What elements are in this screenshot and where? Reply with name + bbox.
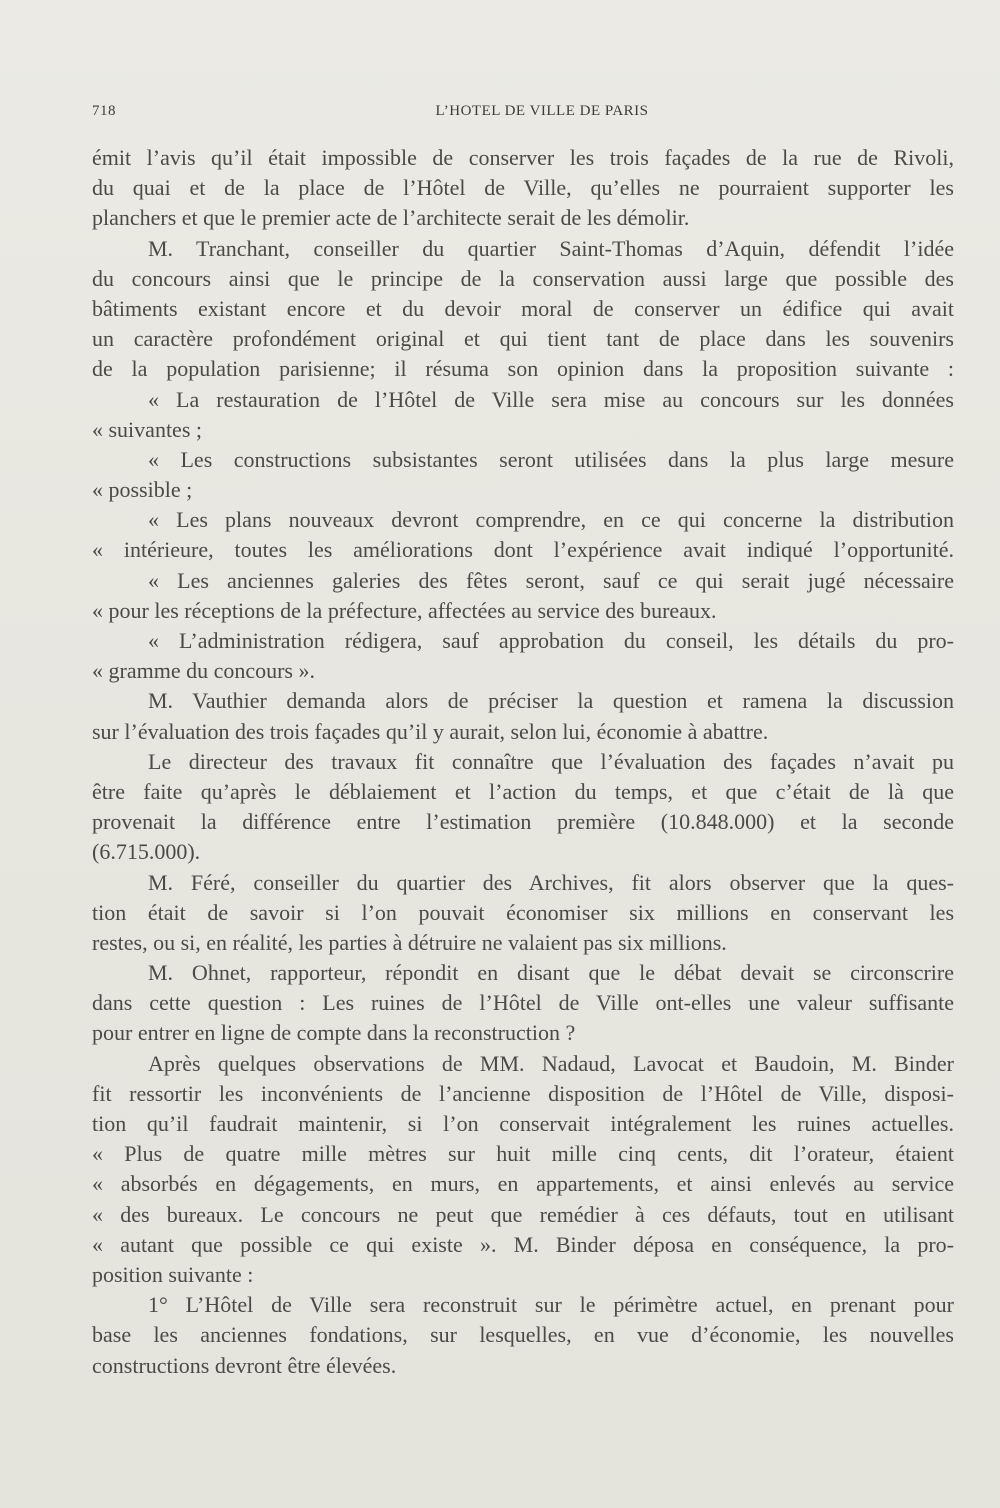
text-line: « pour les réceptions de la préfecture, affectées au service des bureaux. xyxy=(92,597,717,623)
text-line: M. Féré, conseiller du quartier des Archives, fit alors observer que la ques- xyxy=(148,869,954,895)
text-line: 1° L’Hôtel de Ville sera reconstruit sur le périmètre actuel, en prenant pour xyxy=(148,1292,954,1318)
page-number: 718 xyxy=(92,103,116,119)
text-line: M. Ohnet, rapporteur, répondit en disant que le débat devait se circonscrire xyxy=(148,960,954,986)
text-line: bâtiments existant encore et du devoir moral de conserver un édifice qui avait xyxy=(92,295,954,321)
text-line: « suivantes ; xyxy=(92,416,202,442)
body-text xyxy=(92,143,954,1381)
text-line: tion était de savoir si l’on pouvait économiser six millions en conservant les xyxy=(92,899,954,925)
text-line: Le directeur des travaux fit connaître que l’évaluation des façades n’avait pu xyxy=(148,748,954,774)
text-line: M. Vauthier demanda alors de préciser la question et ramena la discussion xyxy=(148,688,954,714)
text-line: « La restauration de l’Hôtel de Ville sera mise au concours sur les données xyxy=(148,386,954,412)
running-title: L’HOTEL DE VILLE DE PARIS xyxy=(435,103,649,119)
text-line: (6.715.000). xyxy=(92,839,201,865)
text-line: du concours ainsi que le principe de la conservation aussi large que possible des xyxy=(92,265,954,291)
text-line: « possible ; xyxy=(92,477,193,503)
text-line: du quai et de la place de l’Hôtel de Ville, qu’elles ne pourraient supporter les xyxy=(92,175,954,201)
text-line: provenait la différence entre l’estimation première (10.848.000) et la seconde xyxy=(92,809,954,835)
text-line: restes, ou si, en réalité, les parties à détruire ne valaient pas six millions. xyxy=(92,929,727,955)
text-line: Après quelques observations de MM. Nadaud, Lavocat et Baudoin, M. Binder xyxy=(148,1050,954,1076)
text-line: « gramme du concours ». xyxy=(92,658,315,684)
running-header xyxy=(92,103,952,127)
text-line: « intérieure, toutes les améliorations dont l’expérience avait indiqué l’opportunité. xyxy=(92,537,954,563)
text-line: base les anciennes fondations, sur lesquelles, en vue d’économie, les nouvelles xyxy=(92,1322,954,1348)
text-line: « Les constructions subsistantes seront utilisées dans la plus large mesure xyxy=(148,446,954,472)
text-line: position suivante : xyxy=(92,1261,254,1287)
text-line: être faite qu’après le déblaiement et l’action du temps, et que c’était de là que xyxy=(92,778,954,804)
text-line: de la population parisienne; il résuma son opinion dans la proposition suivante : xyxy=(92,356,954,382)
text-line: « L’administration rédigera, sauf approbation du conseil, les détails du pro- xyxy=(148,628,954,653)
text-line: constructions devront être élevées. xyxy=(92,1352,397,1378)
text-line: fit ressortir les inconvénients de l’ancienne disposition de l’Hôtel de Ville, disposi- xyxy=(92,1080,954,1106)
text-line: « autant que possible ce qui existe ». M. Binder déposa en conséquence, la pro- xyxy=(92,1231,954,1257)
text-line: « Les anciennes galeries des fêtes seront, sauf ce qui serait jugé nécessaire xyxy=(148,567,954,593)
text-line: « absorbés en dégagements, en murs, en appartements, et ainsi enlevés au service xyxy=(92,1171,954,1197)
text-line: émit l’avis qu’il était impossible de conserver les trois façades de la rue de Rivoli, xyxy=(92,145,954,170)
text-line: « des bureaux. Le concours ne peut que remédier à ces défauts, tout en utilisant xyxy=(92,1201,954,1227)
text-line: tion qu’il faudrait maintenir, si l’on conservait intégralement les ruines actuelles. xyxy=(92,1111,954,1136)
text-line: dans cette question : Les ruines de l’Hôtel de Ville ont-elles une valeur suffisante xyxy=(92,990,954,1016)
text-line: « Les plans nouveaux devront comprendre, en ce qui concerne la distribution xyxy=(148,507,954,533)
text-line: « Plus de quatre mille mètres sur huit mille cinq cents, dit l’orateur, étaient xyxy=(92,1141,954,1167)
text-line: M. Tranchant, conseiller du quartier Saint-Thomas d’Aquin, défendit l’idée xyxy=(148,235,954,261)
text-line: un caractère profondément original et qui tient tant de place dans les souvenirs xyxy=(92,326,954,352)
text-line: sur l’évaluation des trois façades qu’il y aurait, selon lui, économie à abattre. xyxy=(92,718,769,744)
text-line: pour entrer en ligne de compte dans la reconstruction ? xyxy=(92,1020,576,1046)
text-line: planchers et que le premier acte de l’architecte serait de les démolir. xyxy=(92,205,690,231)
